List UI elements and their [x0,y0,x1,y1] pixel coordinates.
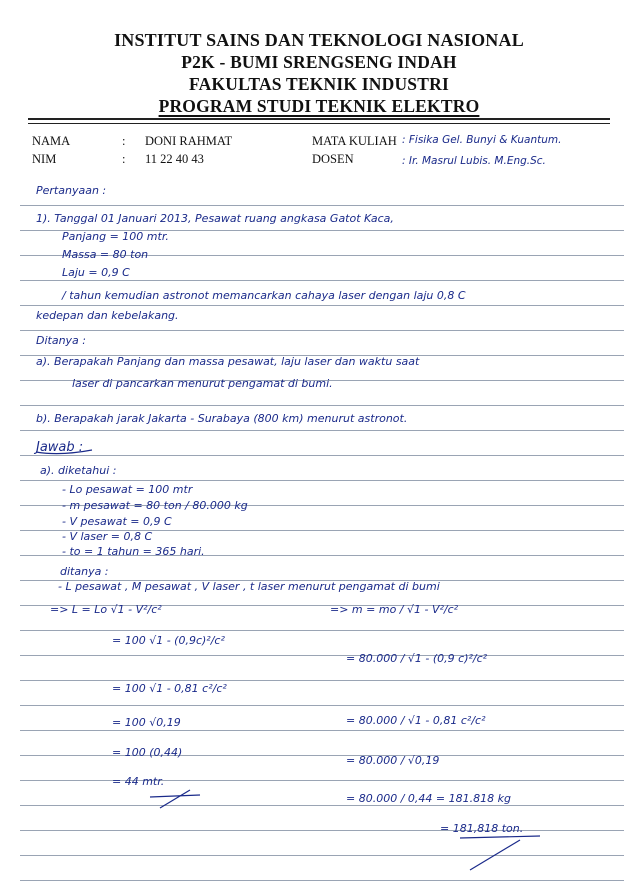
length-check-mark [160,790,190,808]
mass-answer-underline [460,836,540,838]
formula-length-5: = 100 (0,44) [112,746,183,759]
nim-value: 11 22 40 43 [145,152,204,166]
formula-mass-4: = 80.000 / √0,19 [346,754,440,767]
formula-length-4: = 100 √0,19 [112,716,181,729]
q1-panjang: Panjang = 100 mtr. [62,230,169,243]
a-diketahui: a). diketahui : [40,464,117,477]
formula-mass-3: = 80.000 / √1 - 0,81 c²/c² [346,714,486,727]
q1-massa: Massa = 80 ton [62,248,149,261]
matkul-value: : Fisika Gel. Bunyi & Kuantum. [402,134,562,146]
a-ditanya: ditanya : [60,565,109,578]
nim-label: NIM [32,152,57,166]
a-m0: - m pesawat = 80 ton / 80.000 kg [62,499,248,512]
matkul-label: MATA KULIAH [312,134,397,148]
qb-line1: b). Berapakah jarak Jakarta - Surabaya (800 km) menurut astronot. [36,412,408,425]
q1-line5: / tahun kemudian astronot memancarkan cahaya laser dengan laju 0,8 C [62,289,466,302]
nama-value: DONI RAHMAT [145,134,233,148]
faculty-title: FAKULTAS TEKNIK INDUSTRI [189,74,449,94]
formula-length-1: => L = Lo √1 - V²/c² [50,603,162,616]
nim-colon: : [122,152,126,166]
ditanya-heading: Ditanya : [36,334,87,347]
q1-line6: kedepan dan kebelakang. [36,309,179,322]
length-answer-underline [150,795,200,797]
dosen-value: : Ir. Masrul Lubis. M.Eng.Sc. [402,155,546,167]
mass-check-mark [470,840,520,870]
nama-label: NAMA [32,134,71,148]
formula-length-6: = 44 mtr. [112,775,165,788]
formula-mass-5: = 80.000 / 0,44 = 181.818 kg [346,792,511,805]
formula-length-2: = 100 √1 - (0,9c)²/c² [112,634,225,647]
institute-title: INSTITUT SAINS DAN TEKNOLOGI NASIONAL [114,30,524,50]
campus-title: P2K - BUMI SRENGSENG INDAH [181,52,457,72]
a-l0: - Lo pesawat = 100 mtr [62,483,193,496]
a-ditanya-list: - L pesawat , M pesawat , V laser , t laser menurut pengamat di bumi [58,580,440,593]
formula-mass-1: => m = mo / √1 - V²/c² [330,603,459,616]
formula-mass-2: = 80.000 / √1 - (0,9 c)²/c² [346,652,488,665]
qa-line1: a). Berapakah Panjang dan massa pesawat, laju laser dan waktu saat [36,355,420,368]
qa-line2: laser di pancarkan menurut pengamat di bumi. [72,377,333,390]
jawab-heading: Jawab : [36,440,84,455]
a-vlaser: - V laser = 0,8 C [62,530,153,543]
pertanyaan-heading: Pertanyaan : [36,184,107,197]
q1-laju: Laju = 0,9 C [62,266,130,279]
nama-colon: : [122,134,126,148]
formula-length-3: = 100 √1 - 0,81 c²/c² [112,682,227,695]
a-vpesawat: - V pesawat = 0,9 C [62,515,172,528]
program-title: PROGRAM STUDI TEKNIK ELEKTRO [158,96,480,116]
jawab-underline [36,450,92,454]
dosen-label: DOSEN [312,152,354,166]
formula-mass-6: = 181,818 ton. [440,822,524,835]
a-t0: - to = 1 tahun = 365 hari. [62,545,205,558]
q1-line1: 1). Tanggal 01 Januari 2013, Pesawat ruang angkasa Gatot Kaca, [36,212,394,225]
